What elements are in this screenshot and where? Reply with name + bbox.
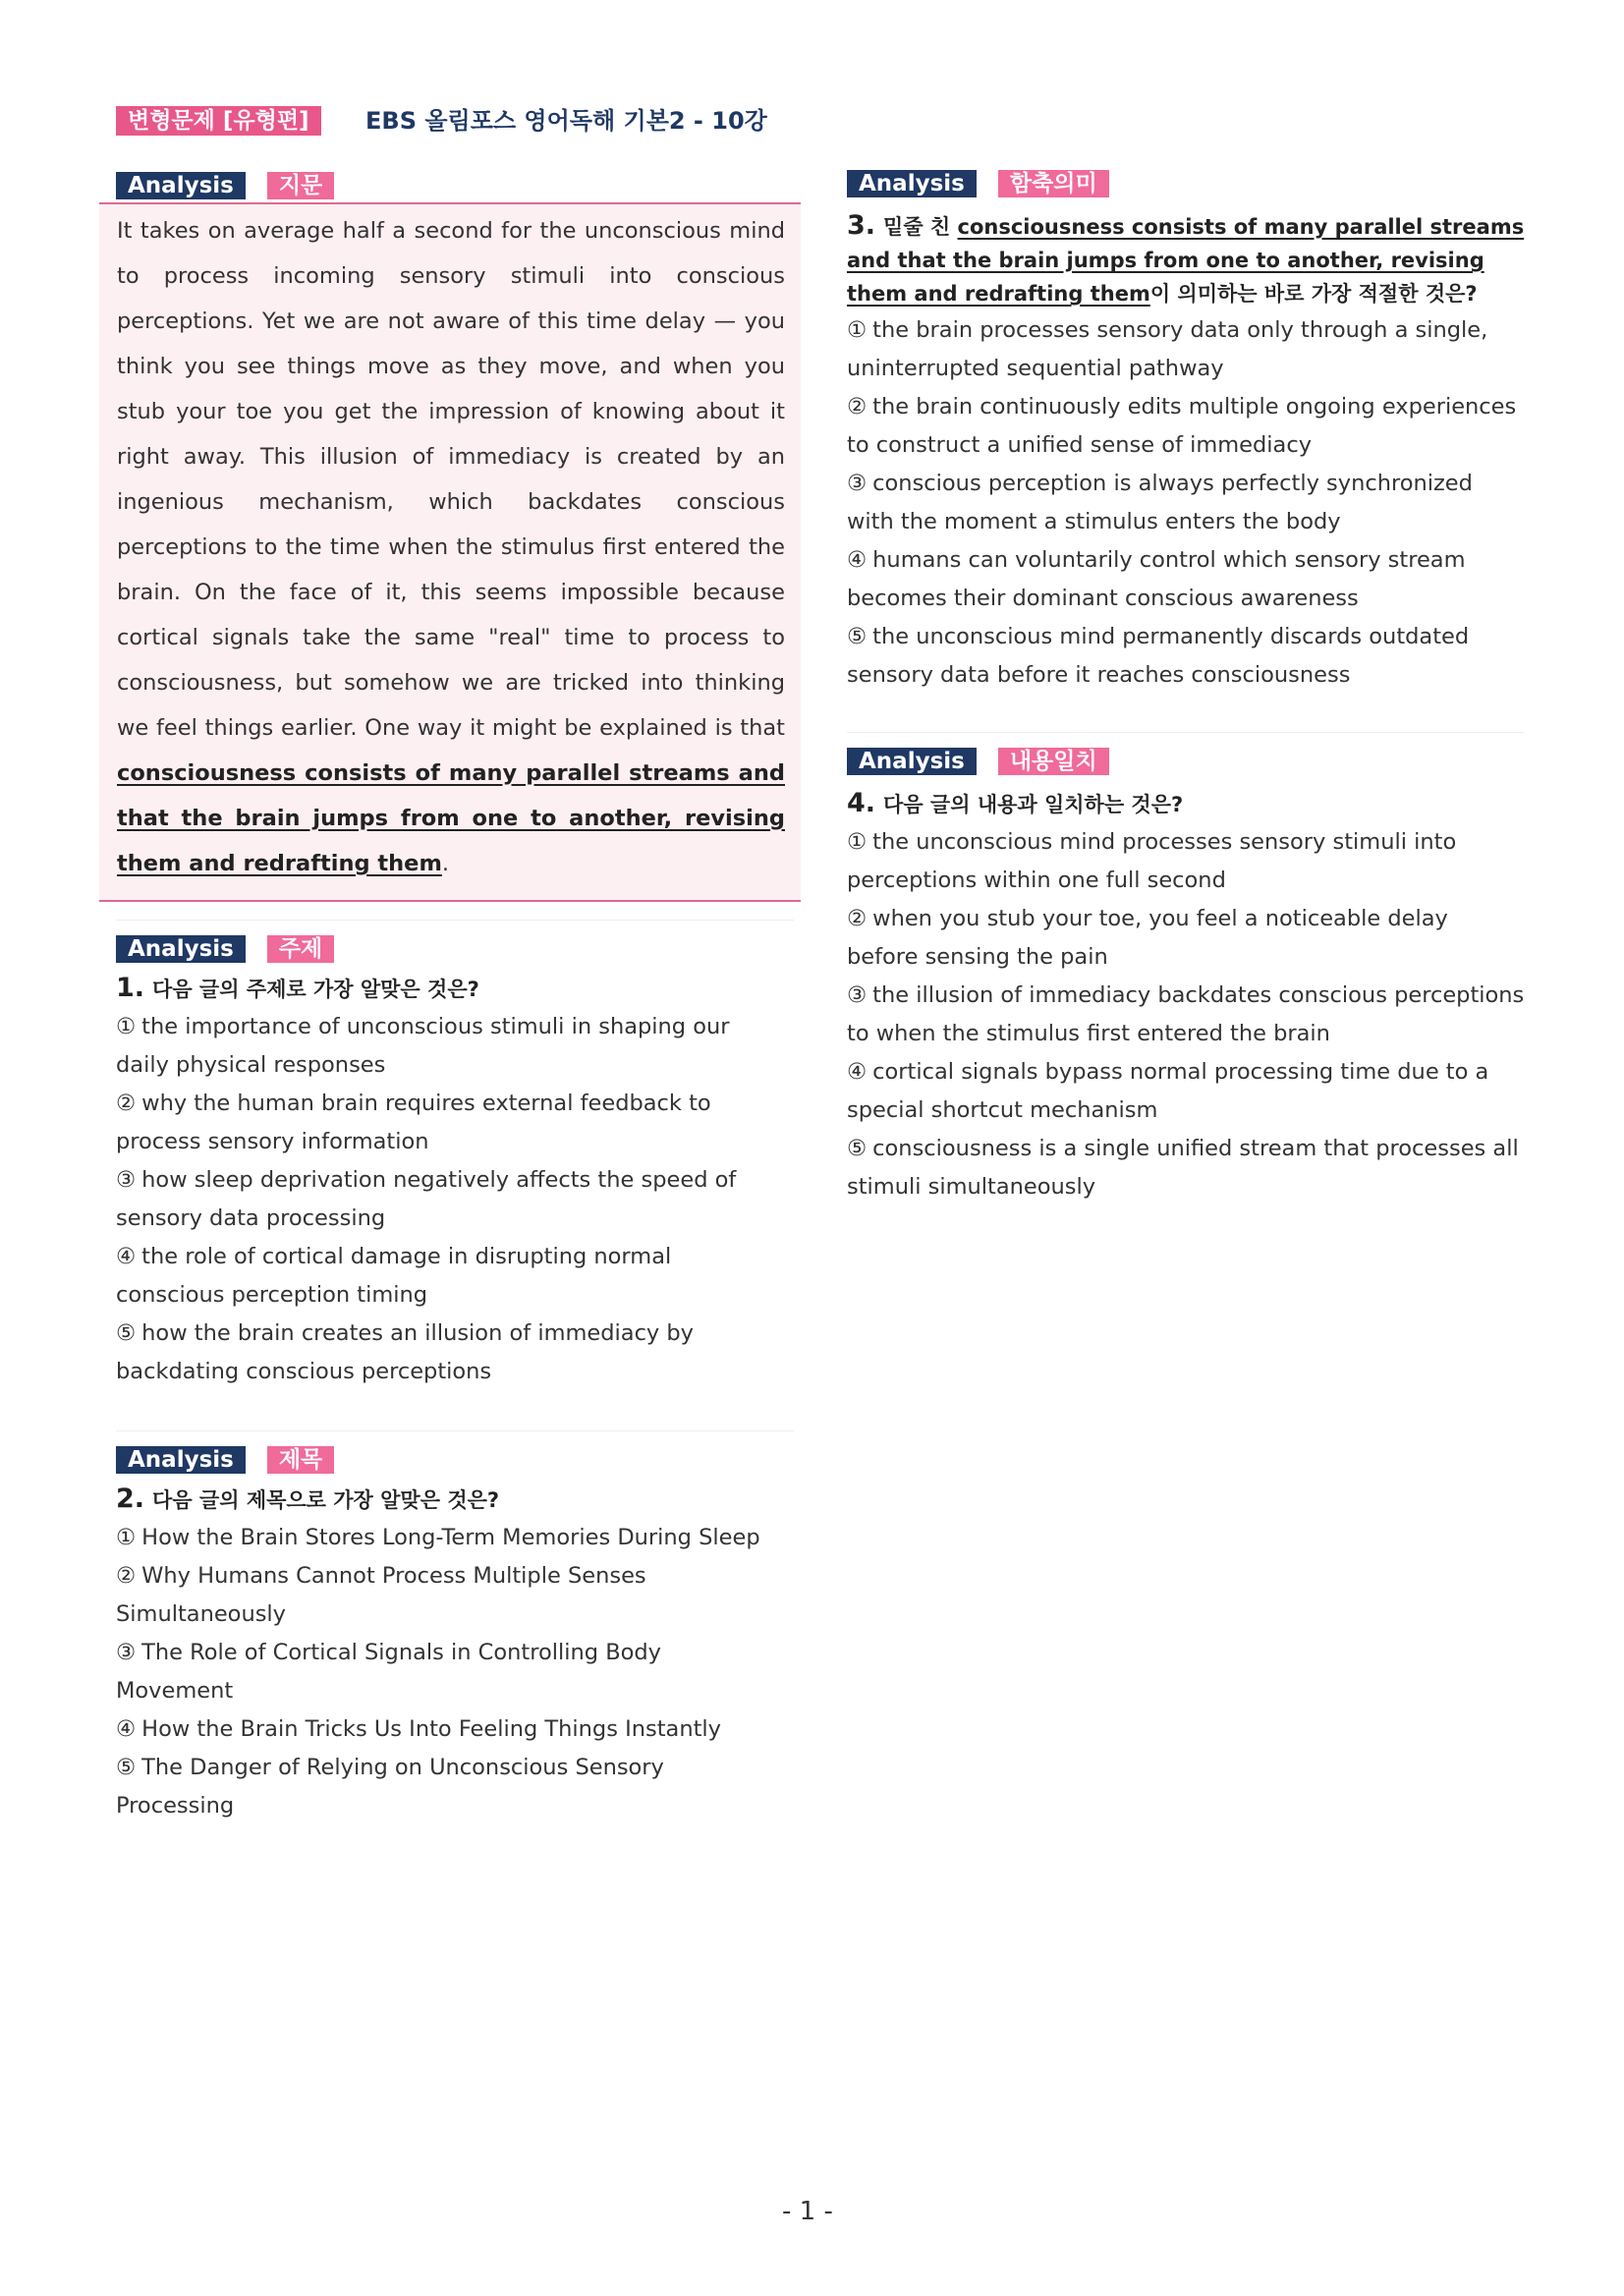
section-type-q4: 내용일치 [998, 748, 1109, 775]
q2-option-3[interactable] [116, 1634, 705, 1710]
q2-option-4[interactable] [116, 1710, 794, 1749]
option-text: consciousness is a single unified stream that processes all stimuli simultaneously [847, 1136, 1519, 1200]
q4-number: 4. [847, 788, 876, 818]
option-text: the brain processes sensory data only through a single, uninterrupted sequential pathway [847, 317, 1488, 381]
option-number: ③ [116, 1167, 137, 1193]
header-tag: 변형문제 [유형편] [116, 106, 321, 136]
passage-text [117, 208, 785, 886]
q3-prompt-underlined: consciousness consists of many parallel streams and that the brain jumps from one to another, revising them and redrafting them [847, 215, 1525, 306]
option-text: cortical signals bypass normal processing time due to a special shortcut mechanism [847, 1059, 1489, 1123]
q2-tag-row [116, 1446, 334, 1474]
option-number: ② [116, 1563, 137, 1589]
q3-option-1[interactable] [847, 311, 1525, 388]
option-number: ① [847, 317, 868, 343]
option-number: ③ [847, 471, 868, 496]
option-text: when you stub your toe, you feel a noticeable delay before sensing the pain [847, 906, 1448, 970]
option-number: ① [116, 1014, 137, 1039]
q2-option-5[interactable] [116, 1749, 705, 1825]
option-text: Why Humans Cannot Process Multiple Senses Simultaneously [116, 1563, 646, 1627]
option-text: why the human brain requires external feedback to process sensory information [116, 1091, 711, 1154]
option-number: ⑤ [116, 1755, 137, 1780]
analysis-label: Analysis [847, 170, 977, 197]
option-text: the unconscious mind processes sensory stimuli into perceptions within one full second [847, 829, 1457, 893]
q4-option-2[interactable] [847, 900, 1525, 977]
option-text: conscious perception is always perfectly synchronized with the moment a stimulus enters the body [847, 471, 1473, 534]
option-text: the unconscious mind permanently discards outdated sensory data before it reaches consciousness [847, 624, 1470, 688]
q1-option-2[interactable] [116, 1085, 769, 1161]
q1-tag-row [116, 935, 334, 963]
q3-prompt-after: 이 의미하는 바로 가장 적절한 것은? [1149, 282, 1478, 306]
q4-prompt [847, 787, 1525, 821]
q4-option-5[interactable] [847, 1130, 1525, 1206]
page-title: EBS 올림포스 영어독해 기본2 - 10강 [365, 107, 767, 135]
q3-option-4[interactable] [847, 541, 1525, 618]
option-number: ② [847, 394, 868, 420]
analysis-label: Analysis [116, 1446, 246, 1474]
passage-text-after: . [441, 851, 450, 876]
q4-option-1[interactable] [847, 823, 1525, 900]
analysis-label: Analysis [847, 748, 977, 775]
passage-text-before: It takes on average half a second for the unconscious mind to process incoming sensory stimuli into conscious perceptions. Yet we are not aware of this time delay — you think you see things move as they move, and when you stub your toe you get the impression of knowing about it right away. This illusion of immediacy is created by an ingenious mechanism, which backdates conscious perceptions to the time when the stimulus first entered the brain. On the face of it, this seems impossible because cortical signals take the same "real" time to process to consciousness, but somehow we are tricked into thinking we feel things earlier. One way it might be explained is that [117, 218, 785, 741]
divider [116, 920, 794, 921]
option-text: the brain continuously edits multiple ongoing experiences to construct a unified sense of immediacy [847, 394, 1517, 458]
q1-option-4[interactable] [116, 1238, 769, 1315]
q3-prompt-before: 밑줄 친 [883, 215, 958, 239]
section-type-q1: 주제 [267, 935, 334, 963]
q4-tag-row [847, 748, 1109, 775]
q4-option-3[interactable] [847, 977, 1525, 1053]
option-number: ② [847, 906, 868, 931]
option-number: ⑤ [847, 624, 868, 649]
q1-option-3[interactable] [116, 1161, 769, 1238]
option-number: ⑤ [116, 1320, 137, 1346]
option-number: ④ [116, 1716, 137, 1742]
option-number: ④ [116, 1244, 137, 1269]
option-text: How the Brain Stores Long-Term Memories During Sleep [141, 1525, 760, 1550]
option-number: ⑤ [847, 1136, 868, 1161]
q2-number: 2. [116, 1484, 145, 1514]
q4-options [847, 823, 1525, 1206]
divider [116, 1430, 794, 1431]
q3-number: 3. [847, 210, 876, 241]
option-text: the role of cortical damage in disrupting normal conscious perception timing [116, 1244, 672, 1308]
q1-option-1[interactable] [116, 1008, 769, 1085]
option-number: ① [847, 829, 868, 855]
passage-tag-row [116, 172, 334, 199]
q3-option-3[interactable] [847, 465, 1525, 541]
q1-prompt [116, 972, 794, 1006]
option-text: The Danger of Relying on Unconscious Sensory Processing [116, 1755, 664, 1819]
q3-prompt [847, 209, 1525, 310]
section-type-passage: 지문 [267, 172, 334, 199]
q1-prompt-text: 다음 글의 주제로 가장 알맞은 것은? [152, 978, 479, 1001]
q2-options [116, 1519, 794, 1825]
q1-option-5[interactable] [116, 1315, 769, 1391]
option-text: how sleep deprivation negatively affects the speed of sensory data processing [116, 1167, 737, 1231]
q2-option-1[interactable] [116, 1519, 794, 1557]
q3-options [847, 311, 1525, 695]
q1-number: 1. [116, 973, 145, 1003]
option-number: ③ [116, 1640, 137, 1665]
option-number: ④ [847, 1059, 868, 1085]
option-text: How the Brain Tricks Us Into Feeling Things Instantly [141, 1716, 721, 1742]
q1-options [116, 1008, 769, 1391]
option-text: The Role of Cortical Signals in Controlling Body Movement [116, 1640, 661, 1704]
passage-box [99, 202, 801, 902]
q3-option-5[interactable] [847, 618, 1525, 695]
q4-option-4[interactable] [847, 1053, 1525, 1130]
q3-tag-row [847, 170, 1109, 197]
analysis-label: Analysis [116, 935, 246, 963]
q4-prompt-text: 다음 글의 내용과 일치하는 것은? [883, 793, 1184, 816]
option-text: how the brain creates an illusion of immediacy by backdating conscious perceptions [116, 1320, 695, 1384]
divider [847, 732, 1525, 733]
section-type-q2: 제목 [267, 1446, 334, 1474]
option-text: the illusion of immediacy backdates conscious perceptions to when the stimulus first entered the brain [847, 982, 1525, 1046]
option-text: humans can voluntarily control which sensory stream becomes their dominant conscious awareness [847, 547, 1466, 611]
option-number: ③ [847, 982, 868, 1008]
q2-option-2[interactable] [116, 1557, 705, 1634]
option-number: ② [116, 1091, 137, 1116]
option-number: ④ [847, 547, 868, 573]
option-text: the importance of unconscious stimuli in shaping our daily physical responses [116, 1014, 730, 1078]
analysis-label: Analysis [116, 172, 246, 199]
q2-prompt [116, 1483, 794, 1517]
q2-prompt-text: 다음 글의 제목으로 가장 알맞은 것은? [152, 1488, 500, 1512]
page-number: - 1 - [782, 2197, 833, 2226]
option-number: ① [116, 1525, 137, 1550]
q3-option-2[interactable] [847, 388, 1525, 465]
section-type-q3: 함축의미 [998, 170, 1109, 197]
passage-underlined: consciousness consists of many parallel streams and that the brain jumps from one to another, revising them and redrafting them [117, 760, 785, 876]
